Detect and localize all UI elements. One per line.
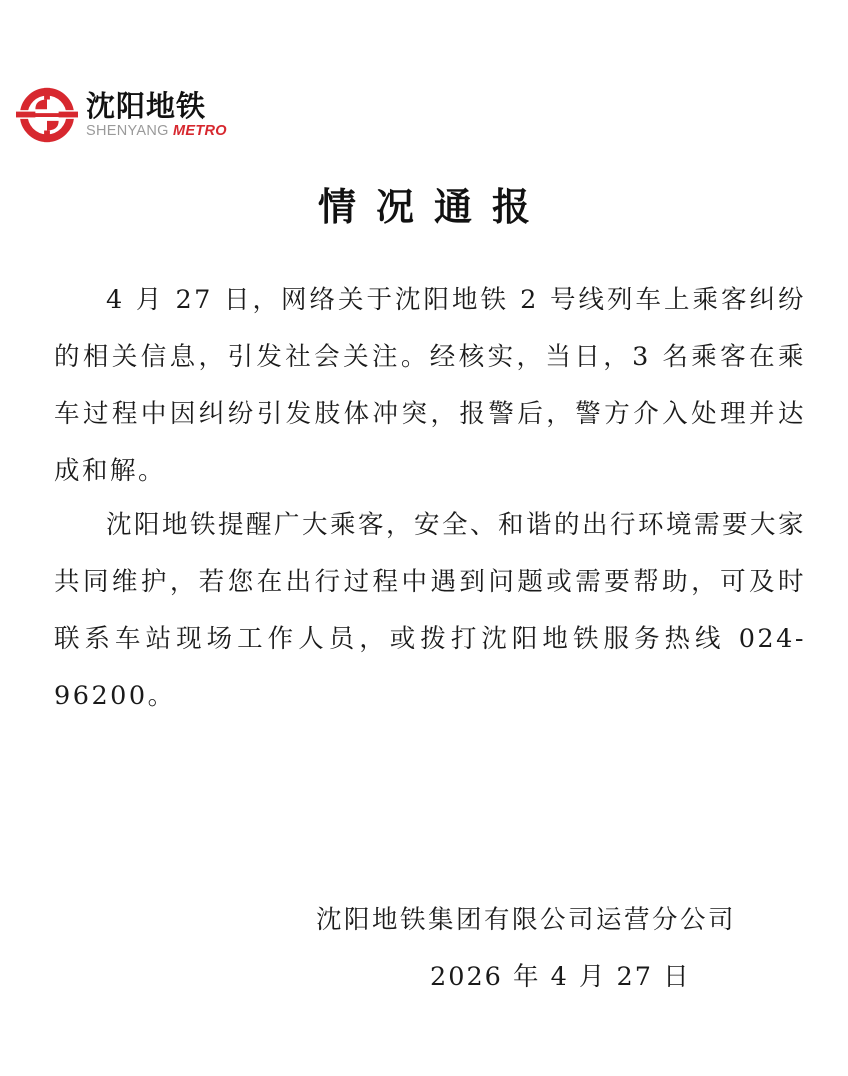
paragraph-1 xyxy=(54,272,806,500)
logo-english-name xyxy=(86,122,227,140)
paragraph-2 xyxy=(54,497,806,725)
shenyang-metro-logo-icon xyxy=(16,84,78,146)
paragraph-1-text: 4 月 27 日，网络关于沈阳地铁 2 号线列车上乘客纠纷的相关信息，引发社会关注。经核实，当日，3 名乘客在乘车过程中因纠纷引发肢体冲突，报警后，警方介入处理并达成和解。 xyxy=(54,285,806,486)
document-date: 2026 年 4 月 27 日 xyxy=(430,962,691,992)
logo-chinese-name: 沈阳地铁 xyxy=(86,89,207,123)
signature: 沈阳地铁集团有限公司运营分公司 xyxy=(316,905,737,935)
paragraph-2-text: 沈阳地铁提醒广大乘客，安全、和谐的出行环境需要大家共同维护，若您在出行过程中遇到问题或需要帮助，可及时联系车站现场工作人员，或拨打沈阳地铁服务热线 024-96200。 xyxy=(54,510,807,711)
logo-en-light: SHENYANG xyxy=(86,123,174,139)
document-title: 情况通报 xyxy=(317,184,550,229)
logo-text xyxy=(86,90,227,140)
logo-en-bold: METRO xyxy=(173,123,227,139)
header-logo xyxy=(16,84,227,146)
